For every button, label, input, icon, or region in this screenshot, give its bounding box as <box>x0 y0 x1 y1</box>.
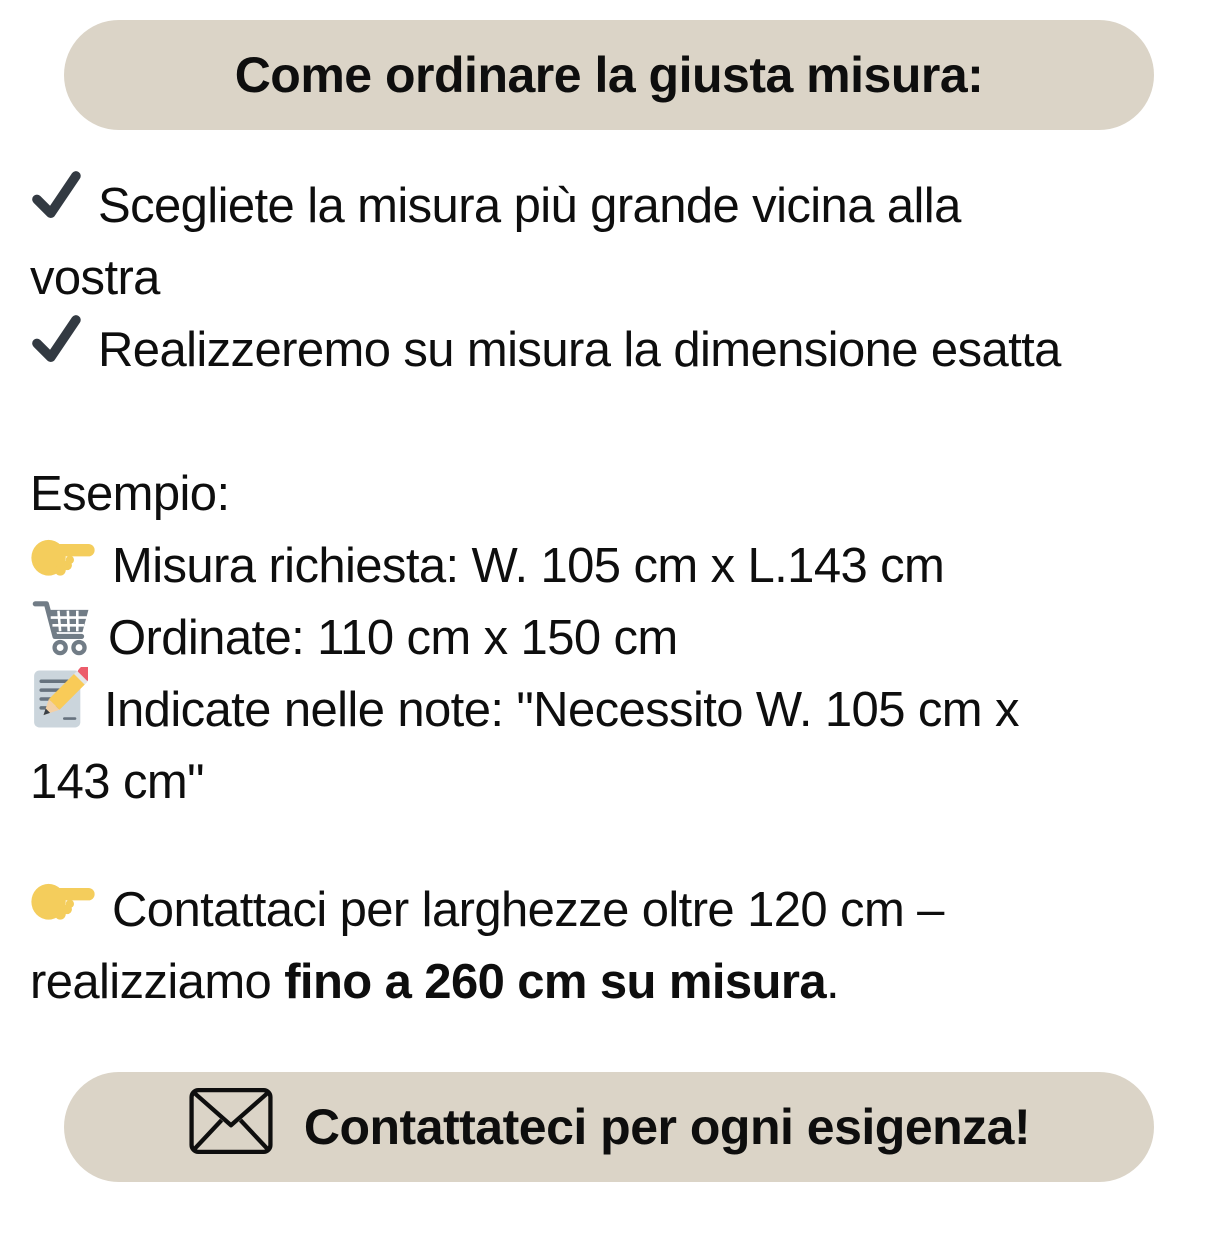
page <box>0 20 1214 1182</box>
contact-note-text: realizziamo <box>30 955 285 1009</box>
checklist-item-text: vostra <box>30 251 160 305</box>
contact-note-text: Contattaci per larghezze oltre 120 cm – <box>112 883 944 937</box>
page-title: Come ordinare la giusta misura: <box>234 47 984 103</box>
contact-note <box>30 874 1200 946</box>
list-item-text: Misura richiesta: W. 105 cm x L.143 cm <box>112 539 945 593</box>
list-item <box>30 674 1200 746</box>
body-text <box>30 170 1200 1018</box>
list-item <box>30 530 1200 602</box>
header-pill <box>64 20 1154 130</box>
envelope-icon <box>188 1085 274 1169</box>
spacer <box>30 386 1200 458</box>
list-item-text: Indicate nelle note: "Necessito W. 105 cm x <box>104 683 1019 737</box>
checklist-item <box>30 314 1200 386</box>
cart-icon <box>30 597 92 677</box>
pointing-hand-icon <box>30 872 96 946</box>
footer-label: Contattateci per ogni esigenza! <box>303 1099 1031 1155</box>
check-icon <box>30 169 82 241</box>
checklist-item <box>30 170 1200 242</box>
pointing-hand-icon <box>30 528 96 602</box>
checklist-item-text: Scegliete la misura più grande vicina alla <box>98 179 961 233</box>
contact-note-bold-text: fino a 260 cm su misura <box>284 955 826 1009</box>
list-item-text: 143 cm" <box>30 755 204 809</box>
memo-icon <box>30 667 88 751</box>
contact-cta-button[interactable] <box>64 1072 1154 1182</box>
contact-note <box>30 946 1200 1018</box>
contact-note-text: . <box>825 955 839 1009</box>
check-icon <box>30 313 82 385</box>
example-heading: Esempio: <box>30 467 230 521</box>
checklist-item-text: Realizzeremo su misura la dimensione esatta <box>98 323 1061 377</box>
list-item <box>30 602 1200 674</box>
spacer <box>30 818 1200 874</box>
list-item-text: Ordinate: 110 cm x 150 cm <box>108 611 678 665</box>
